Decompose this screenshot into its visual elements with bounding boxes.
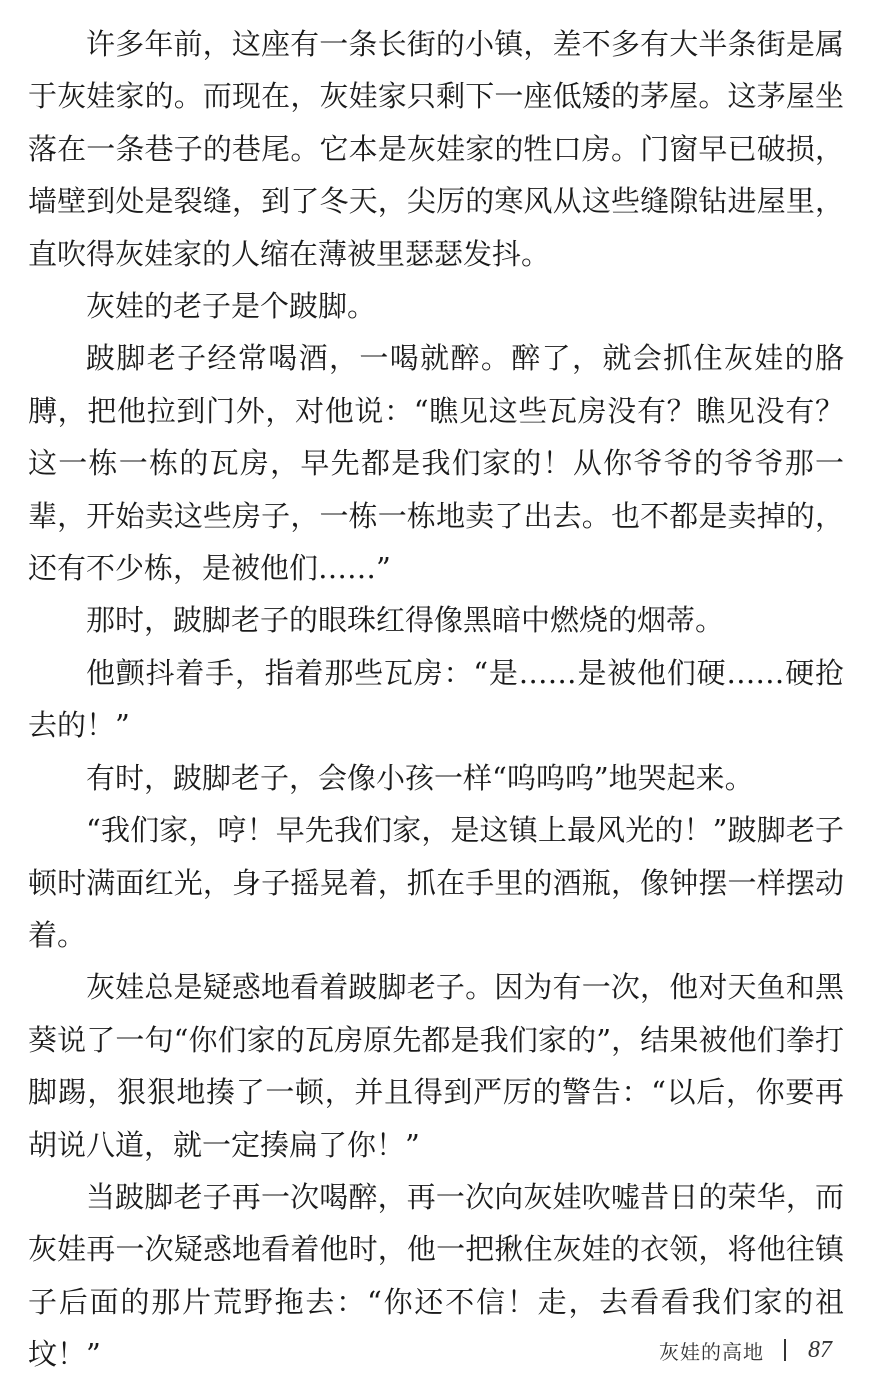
- paragraph: 灰娃总是疑惑地看着跛脚老子。因为有一次，他对天鱼和黑葵说了一句“你们家的瓦房原先都是我们家的”，结果被他们拳打脚踢，狠狠地揍了一顿，并且得到严厉的警告：“以后，你要再胡说八道，就一定揍扁了你！”: [28, 970, 844, 1162]
- running-title: 灰娃的高地: [659, 1339, 764, 1364]
- paragraph: 那时，跛脚老子的眼珠红得像黑暗中燃烧的烟蒂。: [86, 603, 725, 638]
- paragraph: 灰娃的老子是个跛脚。: [86, 289, 377, 324]
- page-footer: [659, 1330, 832, 1370]
- page-number: 87: [808, 1336, 832, 1363]
- paragraph: 许多年前，这座有一条长街的小镇，差不多有大半条街是属于灰娃家的。而现在，灰娃家只剩下一座低矮的茅屋。这茅屋坐落在一条巷子的巷尾。它本是灰娃家的牲口房。门窗早已破损，墙壁到处是裂缝，到了冬天，尖厉的寒风从这些缝隙钻进屋里，直吹得灰娃家的人缩在薄被里瑟瑟发抖。: [28, 27, 844, 271]
- paragraph: 跛脚老子经常喝酒，一喝就醉。醉了，就会抓住灰娃的胳膊，把他拉到门外，对他说：“瞧见这些瓦房没有？瞧见没有？这一栋一栋的瓦房，早先都是我们家的！从你爷爷的爷爷那一辈，开始卖这些房子，一栋一栋地卖了出去。也不都是卖掉的，还有不少栋，是被他们……”: [28, 341, 844, 586]
- footer-divider: [784, 1339, 786, 1361]
- paragraph: 有时，跛脚老子，会像小孩一样“呜呜呜”地哭起来。: [86, 760, 754, 795]
- paragraph: 他颤抖着手，指着那些瓦房：“是……是被他们硬……硬抢去的！”: [28, 655, 844, 743]
- paragraph: 当跛脚老子再一次喝醉，再一次向灰娃吹嘘昔日的荣华，而灰娃再一次疑惑地看着他时，他一把揪住灰娃的衣领，将他往镇子后面的那片荒野拖去：“你还不信！走，去看看我们家的祖坟！”: [28, 1179, 844, 1372]
- body-text: [28, 18, 844, 1381]
- paragraph: “我们家，哼！早先我们家，是这镇上最风光的！”跛脚老子顿时满面红光，身子摇晃着，抓在手里的酒瓶，像钟摆一样摆动着。: [28, 813, 844, 952]
